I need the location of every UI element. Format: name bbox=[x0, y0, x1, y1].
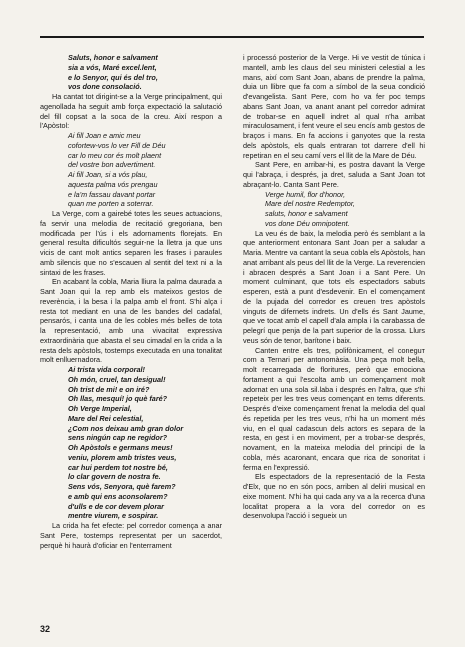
verse-line: car lo meu cor és molt plaent bbox=[68, 150, 162, 160]
verse-line: Ai fill Joan e amic meu bbox=[68, 131, 141, 140]
verse-line: quan me porten a soterrar. bbox=[68, 199, 154, 209]
verse-line: mentre viurem, e sospirar. bbox=[68, 511, 159, 521]
verse-line: Ai fill Joan, si a vós plau, bbox=[68, 170, 148, 179]
page-number: 32 bbox=[40, 624, 51, 634]
verse-line: aquesta palma vós prengau bbox=[68, 179, 158, 189]
paragraph: Canten entre els tres, polifònicament, el coneguт com a Ternari per antonomàsia. Una peça molt bella, molt recarregada de floritures, però que emociona fortament a qui l'escolta amb un començament molt adornat en una sola sil.laba i després en l'altra, que s'hi repeteix per les tres veus començant en tems diferents. Després d'eixe començament frenat la melodia del qual és repetida per les tres veus, n'hi ha un moment més viu, en el qual cadascun dels actors es separa de la resta, en gest i en moviment, per a trobar-se després, novament, en la mateixa melodia del principi de la cobla, més acaronant, encara que rica de sonoritat i ferma en l'expressió. bbox=[243, 345, 425, 472]
verse-line: car hui perdem tot nostre bé, bbox=[68, 462, 168, 472]
verse-line: veniu, plorem amb tristes veus, bbox=[68, 452, 177, 462]
paragraph: i processó posterior de la Verge. Hi ve vestit de túnica i mantell, amb les claus del seu ministeri celestial a les mans, així com Sant Joan, abans de prendre la palma, duia un llibre que fa com a símbol de la seua condició d'evangelista. Sant Pere, com ho va fer poc temps abans Sant Joan, va anant anant pel corredor admirat de trobar-se en aquell indret al qual n'ha arribat miraculosament, i fent veure el seu encís amb gestos de braços i mans. En fa accions i ganyotes que la resta dels apòstols, els quals entraran tot darrere d'ell hi repetiran en el seu camí vers el llit de la Mare de Déu. bbox=[243, 53, 425, 160]
verse-line: Oh Verge Imperial, bbox=[68, 404, 132, 413]
verse-line: saluts, honor e salvament bbox=[265, 209, 348, 218]
verse-line: Oh trist de mi! e on iré? bbox=[68, 384, 150, 394]
verse-line: Mare del Rei celestial, bbox=[68, 413, 144, 423]
verse-line: d'ulls e de cor devem plorar bbox=[68, 501, 165, 511]
right-column bbox=[243, 53, 425, 521]
verse-line: sia a vós, Maré excel.lent, bbox=[68, 62, 157, 72]
left-column bbox=[40, 53, 222, 550]
verse-line: del vostre bon advertiment. bbox=[68, 160, 156, 170]
verse-stanza bbox=[68, 365, 222, 521]
verse-stanza bbox=[68, 53, 222, 92]
verse-line: vos done Déu omnipotent. bbox=[265, 218, 350, 228]
verse-line: Ai trista vida corporal! bbox=[68, 365, 145, 374]
verse-line: Oh llas, mesquí! jo què faré? bbox=[68, 394, 168, 404]
verse-line: Oh Apòstols e germans meus! bbox=[68, 443, 173, 452]
verse-line: Oh món, cruel, tan desigual! bbox=[68, 374, 166, 384]
paragraph: La crida ha fet efecte: pel corredor comença a anar Sant Pere, tostemps representat per un sacerdot, perquè hi haurà d'oficiar en l'enterrament bbox=[40, 521, 222, 550]
verse-line: vos done consolació. bbox=[68, 82, 142, 92]
paragraph: La veu és de baix, la melodia però és semblant a la que anteriorment entonara Sant Joan per a saludar a Maria. Mentre va cantant la seua cobla els Apòstols, han anat arribant als peus del llit de la Verge. La reverencien i abracen després a Sant Joan i a Sant Pere. Un moment culminant, que tots els espectadors sabuts esperen, està a punt d'esdevenir. En el començament de la pujada del corredor es creuen tres apòstols vinguts de difernets indrets. Un d'ells és Sant Jaume, que ve tocat amb el capell d'ala ampla i la carabassa de pelegrí que penja de la part superior de la crossa. Llurs veus són de tenor, barítone i baix. bbox=[243, 228, 425, 345]
verse-line: e amb qui ens aconsolarem? bbox=[68, 491, 168, 501]
verse-line: Verge humil, flor d'honor, bbox=[265, 189, 346, 199]
paragraph: Els espectadors de la representació de la Festa d'Elx, que no en són pocs, arriben al deliri musical en eixe moment. N'hi ha qui cada any va a la recerca d'una localitat propera a la vora del corredor on es desenvolupa l'acció i segueix un bbox=[243, 472, 425, 521]
verse-line: Mare del nostre Redemptor, bbox=[265, 199, 355, 209]
top-rule bbox=[40, 36, 424, 38]
verse-line: lo clar govern de nostra fe. bbox=[68, 472, 161, 482]
verse-line: Saluts, honor e salvament bbox=[68, 53, 158, 62]
paragraph: Ha cantat tot dirigint-se a la Verge principalment, qui agenollada ha seguit amb força expectació la salutació del fill copsat a la soca de la creu. Així respon a l'Apòstol: bbox=[40, 92, 222, 131]
verse-stanza bbox=[265, 190, 425, 229]
verse-line: e lo Senyor, qui és del tro, bbox=[68, 72, 158, 82]
paragraph: En acabant la cobla, Maria lliura la palma daurada a Sant Joan qui la rep amb els mateixos gestos de reverència, i la besa i la palpa amb el front. S'hi alça i resta tot mediant en una de les bandes del cadafal, pensarós, i canta una de les cobles més belles de tota la representació, amb una vivacitat expressiva extraordinària que abasta el seu cimadal en la crida a la resta dels apòstols, tostemps executada en una tonalitat molt enlluernadora. bbox=[40, 277, 222, 365]
paragraph: La Verge, com a gairebé totes les seues actuacions, fa servir una melodia de recitació gregoriana, ben modificada per l'ús i els adornaments florejats. En general resulta dificultós seguir-ne la lletra ja que uns vicis de cant molt antics separen les frases i paraules amb silencis que no s'escauen al sentit del text ni a la sintaxi de les frases. bbox=[40, 209, 222, 277]
verse-line: sens ningún cap ne regidor? bbox=[68, 433, 168, 443]
verse-line: Sens vós, Senyora, què farem? bbox=[68, 482, 176, 491]
verse-line: cofortew-vos lo ver Fill de Déu bbox=[68, 140, 166, 150]
verse-stanza bbox=[68, 131, 222, 209]
paragraph: Sant Pere, en arribar-hi, es postra davant la Verge qui l'abraça, i després, ja dret, saluda a Sant Joan tot abraçant-lo. Canta Sant Pere. bbox=[243, 160, 425, 189]
verse-line: e la'm fassau davant portar bbox=[68, 189, 156, 199]
verse-line: ¿Com nos deixau amb gran dolor bbox=[68, 423, 184, 433]
